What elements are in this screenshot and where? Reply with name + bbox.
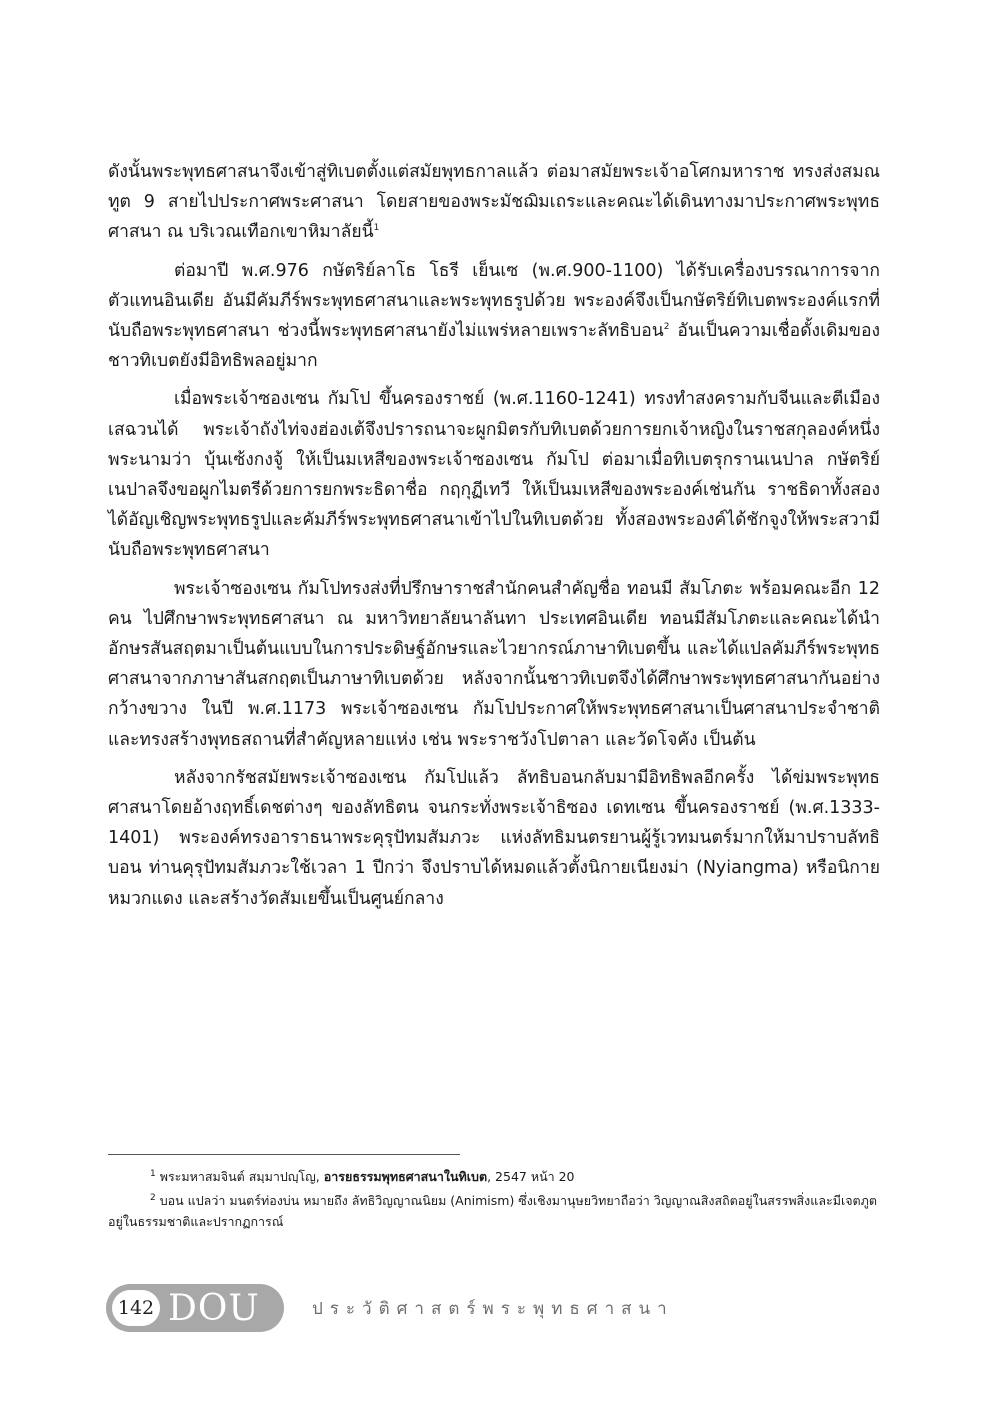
footnote-text: บอน แปลว่า มนตร์ท่องบ่น หมายถึง ลัทธิวิญญาณนิยม (Animism) ซึ่งเชิงมานุษยวิทยาถือว่า วิญญาณสิงสถิตอยู่ในสรรพสิ่งและมีเจตภูตอยู่ในธรรมชาติและปรากฏการณ์: [108, 1193, 878, 1229]
paragraph-4: [108, 574, 880, 755]
page-number: 142: [112, 1290, 160, 1326]
series-title: ประวัติศาสตร์พระพุทธศาสนา: [312, 1298, 674, 1319]
footnote-number: 1: [150, 1168, 156, 1179]
footnote-2: [108, 1190, 880, 1232]
main-text: [108, 157, 880, 922]
paragraph-3: [108, 384, 880, 565]
dou-badge: [106, 1284, 284, 1332]
footnote-text: พระมหาสมจินต์ สมฺมาปญฺโญ,: [159, 1169, 324, 1184]
page-footer: [106, 1284, 674, 1332]
footnote-1: [108, 1166, 880, 1187]
paragraph-text: ดังนั้นพระพุทธศาสนาจึงเข้าสู่ทิเบตตั้งแต่สมัยพุทธกาลแล้ว ต่อมาสมัยพระเจ้าอโศกมหาราช ทรงส่งสมณทูต 9 สายไปประกาศพระศาสนา โดยสายของพระมัชฌิมเถระและคณะได้เดินทางมาประกาศพระพุทธศาสนา ณ บริเวณเทือกเขาหิมาลัยนี้: [108, 162, 880, 243]
paragraph-1: [108, 157, 880, 248]
paragraph-text: หลังจากรัชสมัยพระเจ้าซองเซน กัมโปแล้ว ลัทธิบอนกลับมามีอิทธิพลอีกครั้ง ได้ข่มพระพุทธศาสนาโดยอ้างฤทธิ์เดชต่างๆ ของลัทธิตน จนกระทั่งพระเจ้าธิซอง เดทเซน ขึ้นครองราชย์ (พ.ศ.1333-1401) พระองค์ทรงอาราธนาพระคุรุปัทมสัมภวะ แห่งลัทธิมนตรยานผู้รู้เวทมนตร์มากให้มาปราบลัทธิบอน ท่านคุรุปัทมสัมภวะใช้เวลา 1 ปีกว่า จึงปราบได้หมดแล้วตั้งนิกายเนียงม่า (Nyiangma) หรือนิกายหมวกแดง และสร้างวัดสัมเยขึ้นเป็นศูนย์กลาง: [108, 767, 880, 909]
paragraph-2: [108, 256, 880, 377]
footnote-book-title: อารยธรรมพุทธศาสนาในทิเบต: [323, 1169, 488, 1184]
paragraph-text: เมื่อพระเจ้าซองเซน กัมโป ขึ้นครองราชย์ (พ.ศ.1160-1241) ทรงทำสงครามกับจีนและตีเมืองเสฉวนได้ พระเจ้าถังไท่จงฮ่องเต้จึงปรารถนาจะผูกมิตรกับทิเบตด้วยการยกเจ้าหญิงในราชสกุลองค์หนึ่งพระนามว่า บุ้นเซ้งกงจู้ ให้เป็นมเหสีของพระเจ้าซองเซน กัมโป ต่อมาเมื่อทิเบตรุกรานเนปาล กษัตริย์เนปาลจึงขอผูกไมตรีด้วยการยกพระธิดาชื่อ กฤกุฏีเทวี ให้เป็นมเหสีของพระองค์เช่นกัน ราชธิดาทั้งสองได้อัญเชิญพระพุทธรูปและคัมภีร์พระพุทธศาสนาเข้าไปในทิเบตด้วย ทั้งสองพระองค์ได้ชักจูงให้พระสวามีนับถือพระพุทธศาสนา: [108, 389, 880, 561]
footnotes: [108, 1166, 880, 1235]
dou-logo: DOU: [168, 1287, 260, 1329]
paragraph-text: ต่อมาปี พ.ศ.976 กษัตริย์ลาโธ โธรี เย็นเซ (พ.ศ.900-1100) ได้รับเครื่องบรรณาการจากตัวแทนอินเดีย อันมีคัมภีร์พระพุทธศาสนาและพระพุทธรูปด้วย พระองค์จึงเป็นกษัตริย์ทิเบตพระองค์แรกที่นับถือพระพุทธศาสนา ช่วงนี้พระพุทธศาสนายังไม่แพร่หลายเพราะลัทธิบอน: [108, 260, 880, 342]
footnote-ref-2[interactable]: 2: [663, 322, 670, 333]
footnote-number: 2: [150, 1192, 156, 1203]
footnote-ref-1[interactable]: 1: [373, 223, 380, 234]
footnote-text-after: , 2547 หน้า 20: [487, 1169, 575, 1184]
paragraph-5: [108, 763, 880, 914]
paragraph-text-continued: อันเป็นความเชื่อดั้งเดิมของชาวทิเบตยังมีอิทธิพลอยู่มาก: [108, 321, 880, 372]
footnote-divider: [108, 1154, 460, 1155]
paragraph-text: พระเจ้าซองเซน กัมโปทรงส่งที่ปรึกษาราชสำนักคนสำคัญชื่อ ทอนมี สัมโภตะ พร้อมคณะอีก 12 คน ไปศึกษาพระพุทธศาสนา ณ มหาวิทยาลัยนาลันทา ประเทศอินเดีย ทอนมีสัมโภตะและคณะได้นำอักษรสันสฤตมาเป็นต้นแบบในการประดิษฐ์อักษรและไวยากรณ์ภาษาทิเบตขึ้น และได้แปลคัมภีร์พระพุทธศาสนาจากภาษาสันสกฤตเป็นภาษาทิเบตด้วย หลังจากนั้นชาวทิเบตจึงได้ศึกษาพระพุทธศาสนากันอย่างกว้างขวาง ในปี พ.ศ.1173 พระเจ้าซองเซน กัมโปประกาศให้พระพุทธศาสนาเป็นศาสนาประจำชาติ และทรงสร้างพุทธสถานที่สำคัญหลายแห่ง เช่น พระราชวังโปตาลา และวัดโจคัง เป็นต้น: [108, 578, 880, 750]
